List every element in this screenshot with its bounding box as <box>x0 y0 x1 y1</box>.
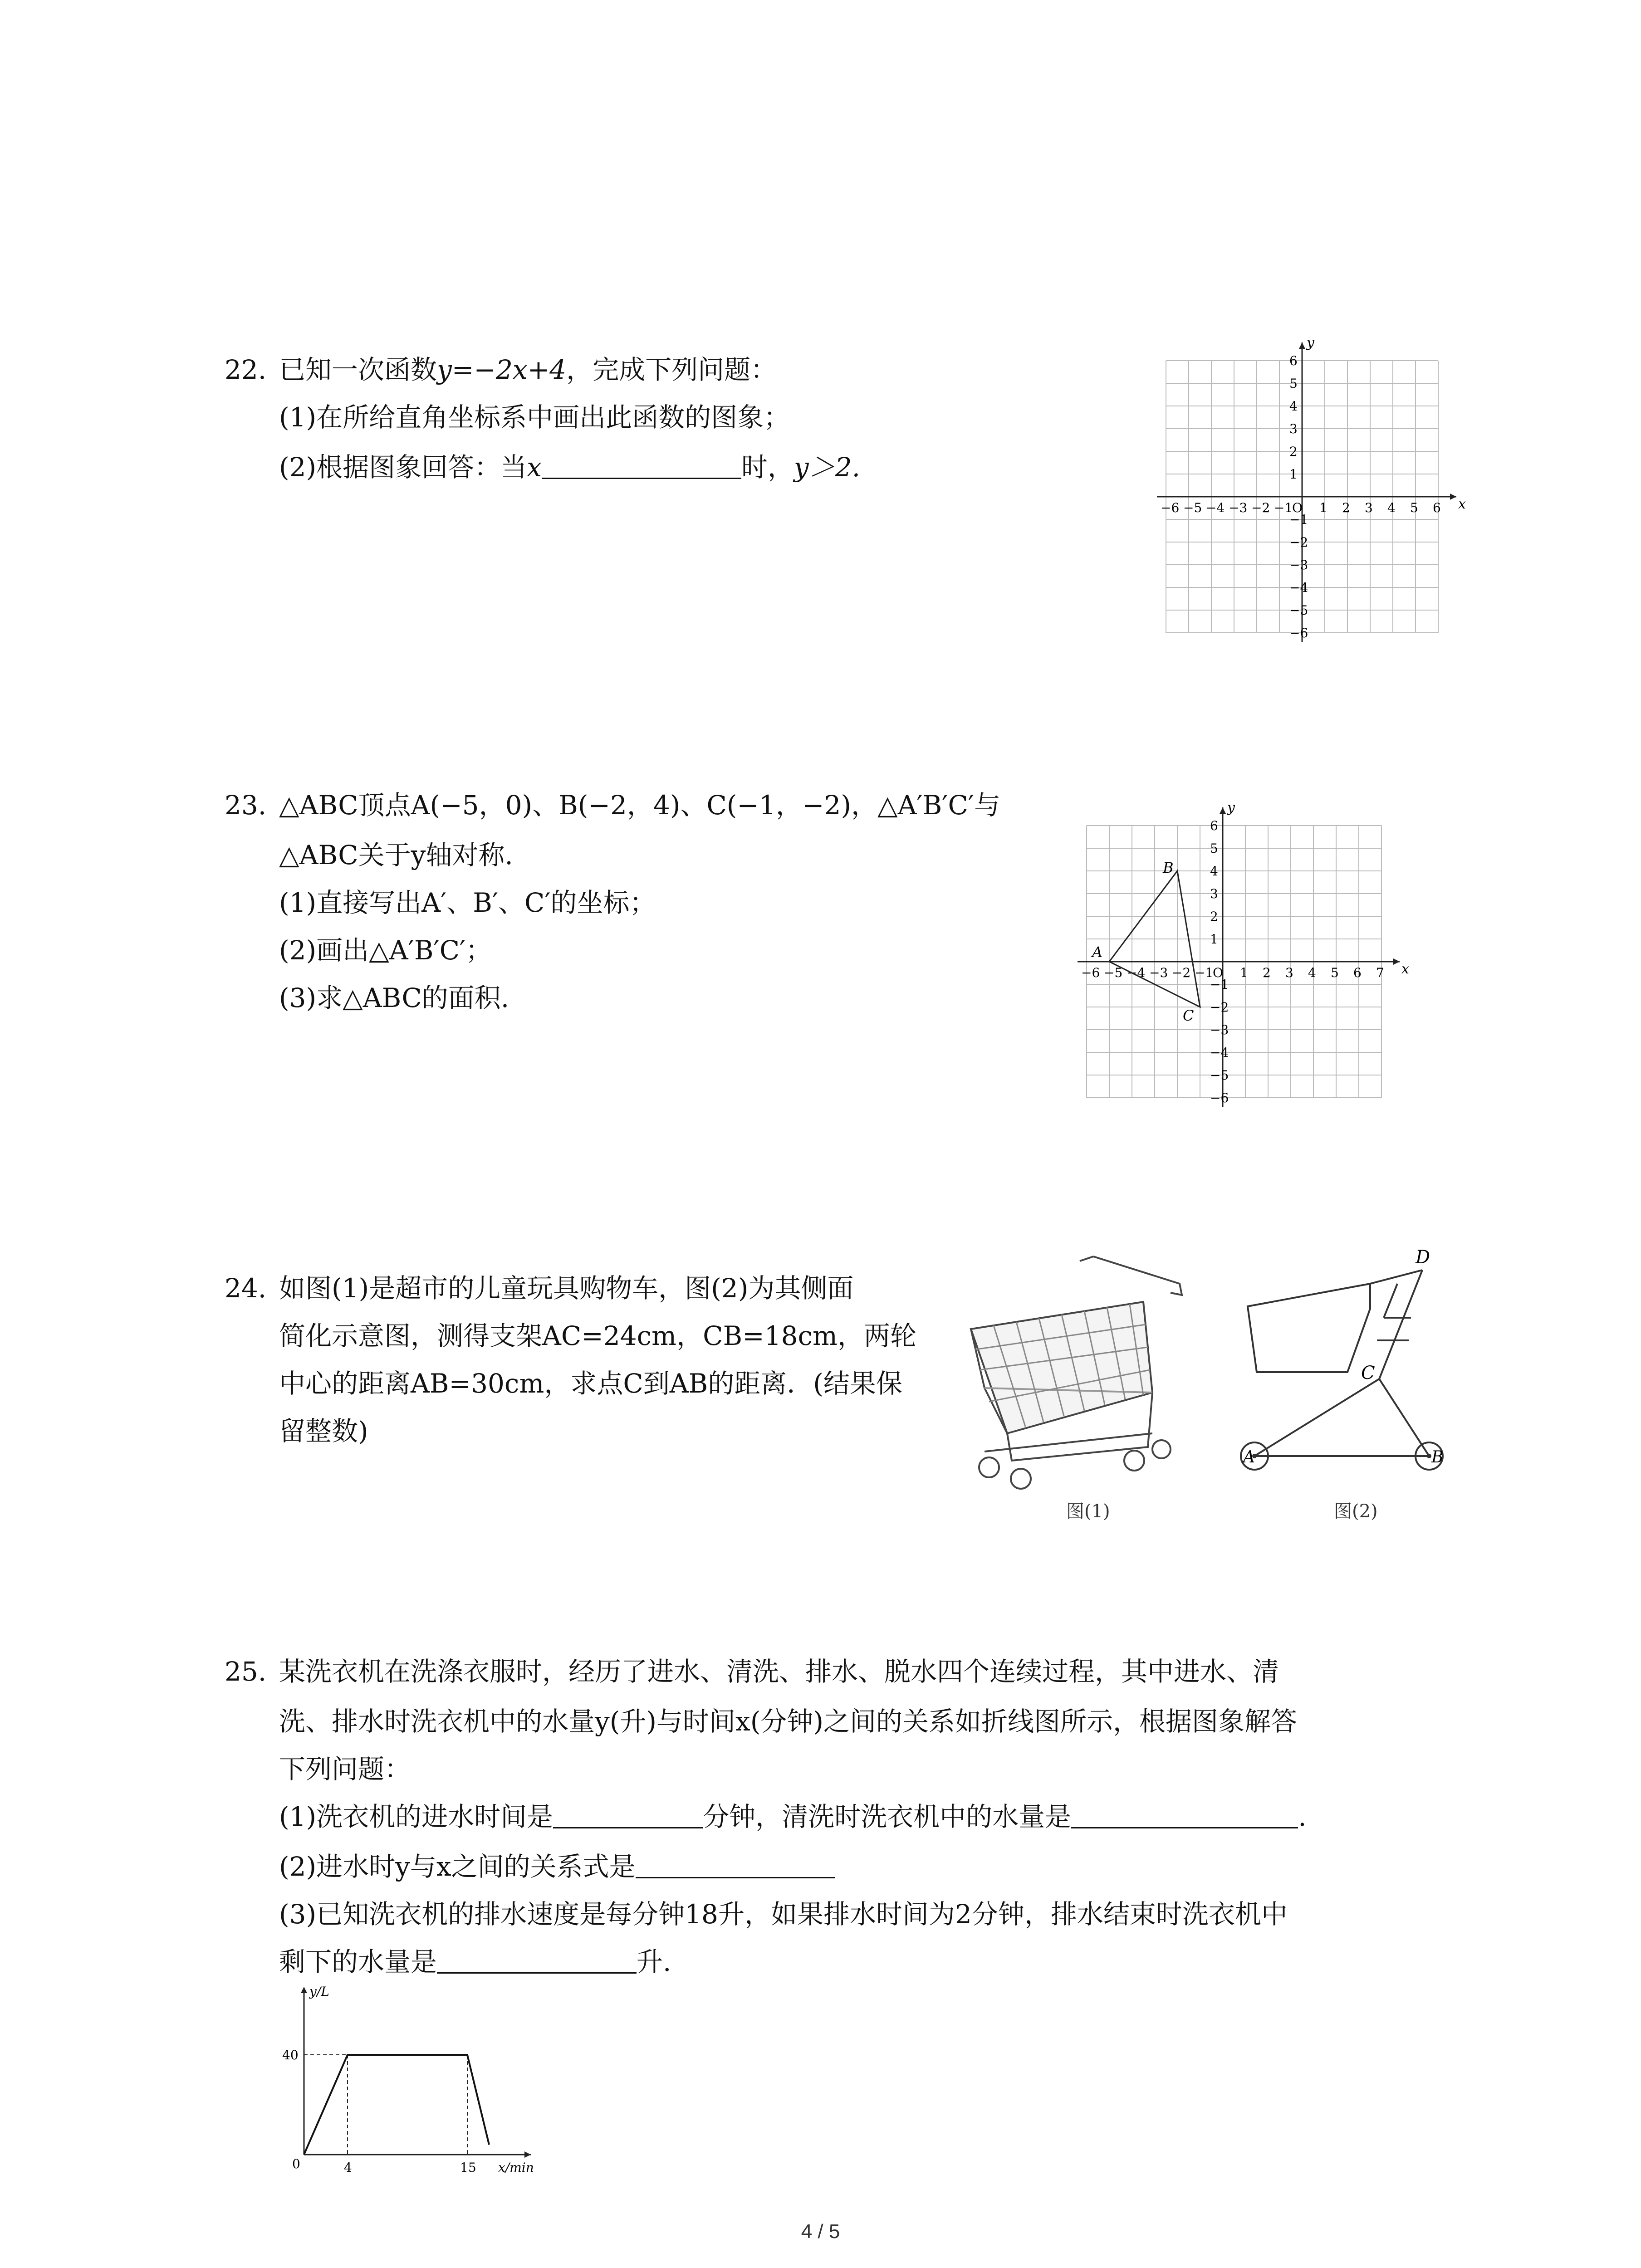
q24-line3: 中心的距离AB=30cm，求点C到AB的距离．(结果保 <box>279 1368 902 1399</box>
y-tick-label: −4 <box>1210 1045 1229 1060</box>
y-tick-label: −3 <box>1289 557 1308 572</box>
q25-line1: 某洗衣机在洗涤衣服时，经历了进水、清洗、排水、脱水四个连续过程，其中进水、清 <box>279 1656 1279 1687</box>
q23-line1: △ABC顶点A(−5，0)、B(−2，4)、C(−1，−2)，△A′B′C′与 <box>279 790 1001 821</box>
q22-part2-x: x <box>527 452 542 483</box>
q24-side-view-diagram <box>1234 1243 1488 1524</box>
chart-x-label: x/min <box>498 2160 534 2175</box>
y-tick-label: 1 <box>1289 467 1298 482</box>
chart-y-arrow-icon <box>301 1987 307 1993</box>
q22-part2 <box>279 449 860 485</box>
q22-stem <box>279 352 777 388</box>
q25-part3-line1: (3)已知洗衣机的排水速度是每分钟18升，如果排水时间为2分钟，排水结束时洗衣机中 <box>279 1899 1288 1930</box>
q24-fig2-caption: 图(2) <box>1334 1501 1378 1522</box>
q25-line2: 洗、排水时洗衣机中的水量y(升)与时间x(分钟)之间的关系如折线图所示，根据图象解答 <box>279 1706 1297 1737</box>
q25-water-chart <box>272 1978 534 2186</box>
q25-part1-mid: 分钟，清洗时洗衣机中的水量是 <box>703 1801 1072 1832</box>
label-D: D <box>1416 1247 1430 1268</box>
x-tick-label: −5 <box>1104 965 1123 980</box>
y-axis-label: y <box>1307 335 1314 351</box>
x-axis-label: x <box>1458 496 1466 512</box>
x-tick-label: 2 <box>1263 965 1271 980</box>
page-number: 4 / 5 <box>801 2220 840 2243</box>
q22-part2-mid: 时， <box>741 452 794 483</box>
y-tick-label: 4 <box>1210 864 1218 879</box>
q23-part2: (2)画出△A′B′C′； <box>279 935 492 966</box>
q22-part1: (1)在所给直角坐标系中画出此函数的图象； <box>279 402 790 433</box>
q22-coordinate-grid <box>1152 327 1466 653</box>
q24-shopping-cart-figure <box>957 1243 1211 1524</box>
chart-xtick-4: 4 <box>344 2160 352 2175</box>
chart-y-label: y/L <box>309 1984 329 1999</box>
x-tick-label: 7 <box>1376 965 1384 980</box>
chart-series-line <box>304 2055 489 2155</box>
q22-answer-blank[interactable] <box>542 451 741 479</box>
x-tick-label: −3 <box>1149 965 1168 980</box>
y-tick-label: −2 <box>1210 1000 1229 1015</box>
y-tick-label: 1 <box>1210 932 1218 947</box>
q22-stem-post: ，完成下列问题： <box>566 354 777 385</box>
q25-part1-post: . <box>1298 1801 1307 1832</box>
cart-illustration <box>971 1256 1182 1489</box>
x-tick-label: −1 <box>1195 965 1214 980</box>
y-tick-label: −1 <box>1210 977 1229 992</box>
chart-x-arrow-icon <box>524 2151 531 2158</box>
y-arrow-icon <box>1299 342 1305 349</box>
y-axis-label: y <box>1227 800 1235 816</box>
x-tick-label: 3 <box>1365 500 1373 515</box>
q23-number: 23. <box>225 790 267 821</box>
x-tick-label: 6 <box>1353 965 1362 980</box>
chart-origin-label: 0 <box>292 2156 300 2171</box>
x-tick-label: −6 <box>1081 965 1100 980</box>
q25-part3-line2 <box>279 1944 671 1980</box>
point-B-label: B <box>1163 859 1174 876</box>
q25-part1-pre: (1)洗衣机的进水时间是 <box>279 1801 554 1832</box>
q23-line2: △ABC关于y轴对称. <box>279 840 513 870</box>
y-arrow-icon <box>1220 807 1226 814</box>
y-tick-label: −1 <box>1289 512 1308 527</box>
y-tick-label: 2 <box>1210 909 1218 924</box>
q25-part3-pre: 剩下的水量是 <box>279 1946 437 1977</box>
x-tick-label: −6 <box>1161 500 1180 515</box>
q22-stem-pre: 已知一次函数 <box>279 354 437 385</box>
y-tick-label: 4 <box>1289 399 1298 414</box>
q25-part2-pre: (2)进水时y与x之间的关系式是 <box>279 1851 636 1882</box>
point-C-label: C <box>1183 1007 1194 1024</box>
x-tick-label: −4 <box>1206 500 1225 515</box>
q25-blank-relation[interactable] <box>636 1851 835 1878</box>
y-tick-label: −6 <box>1289 626 1308 640</box>
y-tick-label: 6 <box>1210 818 1218 833</box>
q23-part1: (1)直接写出A′、B′、C′的坐标； <box>279 887 656 918</box>
x-tick-label: O <box>1213 965 1223 980</box>
x-tick-label: 4 <box>1387 500 1396 515</box>
x-tick-label: 6 <box>1433 500 1441 515</box>
x-tick-label: 1 <box>1319 500 1327 515</box>
x-tick-label: −2 <box>1172 965 1191 980</box>
label-A: A <box>1243 1448 1255 1466</box>
x-axis-label: x <box>1401 961 1409 977</box>
y-tick-label: −3 <box>1210 1022 1229 1037</box>
point-A-label: A <box>1092 943 1103 961</box>
q22-part2-post: y＞2. <box>794 452 861 483</box>
x-tick-label: 5 <box>1331 965 1339 980</box>
q24-line2: 简化示意图，测得支架AC=24cm，CB=18cm，两轮 <box>279 1320 917 1351</box>
chart-xtick-15: 15 <box>460 2160 476 2175</box>
y-tick-label: −5 <box>1210 1068 1229 1083</box>
y-tick-label: −2 <box>1289 535 1308 550</box>
q25-blank-fill-time[interactable] <box>553 1801 703 1828</box>
q25-line3: 下列问题： <box>279 1754 411 1784</box>
y-tick-label: −4 <box>1289 580 1308 595</box>
q25-blank-remaining[interactable] <box>437 1946 637 1974</box>
q23-part3: (3)求△ABC的面积. <box>279 982 509 1013</box>
label-B: B <box>1431 1448 1444 1466</box>
y-tick-label: 2 <box>1289 444 1298 459</box>
x-arrow-icon <box>1450 494 1456 500</box>
x-arrow-icon <box>1393 958 1400 965</box>
q25-number: 25. <box>225 1656 267 1687</box>
y-tick-label: 6 <box>1289 353 1298 368</box>
x-tick-label: 5 <box>1410 500 1418 515</box>
x-tick-label: 4 <box>1308 965 1316 980</box>
y-tick-label: 3 <box>1210 886 1218 901</box>
q25-part1 <box>279 1799 1307 1835</box>
x-tick-label: 1 <box>1240 965 1248 980</box>
q22-function: y=−2x+4 <box>437 354 567 385</box>
x-tick-label: −1 <box>1274 500 1293 515</box>
q24-number: 24. <box>225 1273 267 1304</box>
chart-ytick-40: 40 <box>282 2048 299 2063</box>
q22-part2-pre: (2)根据图象回答：当 <box>279 452 527 483</box>
q23-coordinate-grid <box>1057 771 1456 1125</box>
q24-line1: 如图(1)是超市的儿童玩具购物车，图(2)为其侧面 <box>279 1273 854 1304</box>
q22-number: 22. <box>225 354 267 385</box>
y-tick-label: 5 <box>1289 376 1298 391</box>
x-tick-label: −4 <box>1127 965 1146 980</box>
y-tick-label: −6 <box>1210 1090 1229 1105</box>
x-tick-label: 2 <box>1342 500 1350 515</box>
q25-blank-water-amount[interactable] <box>1071 1801 1298 1828</box>
q25-part3-post: 升. <box>637 1946 671 1977</box>
x-tick-label: 3 <box>1285 965 1293 980</box>
q25-part2 <box>279 1848 835 1885</box>
x-tick-label: −2 <box>1251 500 1270 515</box>
q24-fig1-caption: 图(1) <box>1066 1501 1110 1522</box>
y-tick-label: 3 <box>1289 421 1298 436</box>
x-tick-label: −3 <box>1229 500 1248 515</box>
x-tick-label: O <box>1292 500 1303 515</box>
label-C: C <box>1361 1363 1375 1383</box>
y-tick-label: 5 <box>1210 841 1218 856</box>
y-tick-label: −5 <box>1289 603 1308 618</box>
segment-AC <box>1254 1379 1379 1456</box>
x-tick-label: −5 <box>1183 500 1202 515</box>
q24-line4: 留整数) <box>279 1416 368 1447</box>
